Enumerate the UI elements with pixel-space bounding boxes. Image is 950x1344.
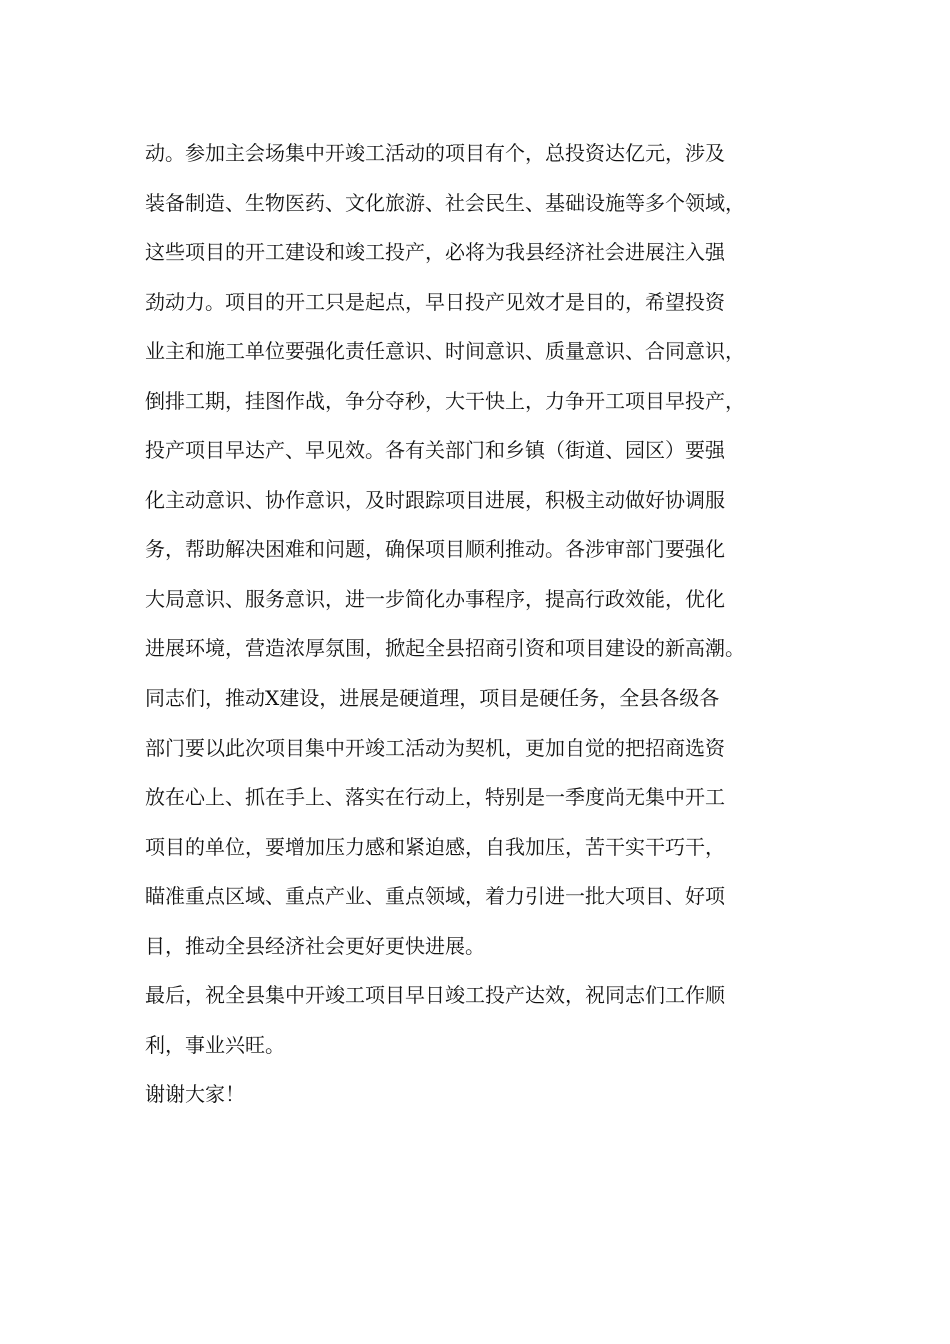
closing-line bbox=[145, 1070, 835, 1120]
text-line: 业主和施工单位要强化责任意识、时间意识、质量意识、合同意识， bbox=[145, 339, 745, 363]
text-line: 利，事业兴旺。 bbox=[145, 1032, 285, 1057]
text-line: 投产项目早达产、早见效。各有关部门和乡镇（街道、园区）要强 bbox=[145, 438, 725, 462]
text-line: 瞄准重点区域、重点产业、重点领域，着力引进一批大项目、好项 bbox=[145, 884, 725, 908]
text-line: 化主动意识、协作意识，及时跟踪项目进展，积极主动做好协调服 bbox=[145, 487, 725, 512]
paragraph-2 bbox=[145, 674, 835, 971]
text-line: 务，帮助解决困难和问题，确保项目顺利推动。各涉审部门要强化 bbox=[145, 537, 725, 561]
text-line: 放在心上、抓在手上、落实在行动上，特别是一季度尚无集中开工 bbox=[145, 785, 725, 809]
text-line: 大局意识、服务意识，进一步简化办事程序，提高行政效能，优化 bbox=[145, 586, 725, 611]
text-line: 项目的单位，要增加压力感和紧迫感，自我加压，苦干实干巧干， bbox=[145, 834, 725, 859]
text-line: 劲动力。项目的开工只是起点，早日投产见效才是目的，希望投资 bbox=[145, 289, 725, 314]
text-line: 装备制造、生物医药、文化旅游、社会民生、基础设施等多个领域， bbox=[145, 190, 745, 215]
paragraph-3 bbox=[145, 971, 835, 1070]
text-line: 同志们，推动X建设，进展是硬道理，项目是硬任务，全县各级各 bbox=[145, 686, 720, 710]
text-line: 目，推动全县经济社会更好更快进展。 bbox=[145, 933, 485, 958]
text-line: 进展环境，营造浓厚氛围，掀起全县招商引资和项目建设的新高潮。 bbox=[145, 636, 745, 660]
text-line: 倒排工期，挂图作战，争分夺秒，大干快上，力争开工项目早投产， bbox=[145, 388, 745, 413]
text-line: 部门要以此次项目集中开竣工活动为契机，更加自觉的把招商选资 bbox=[145, 735, 725, 760]
paragraph-1 bbox=[145, 129, 835, 674]
text-line: 动。参加主会场集中开竣工活动的项目有个，总投资达亿元，涉及 bbox=[145, 141, 725, 165]
text-line: 谢谢大家！ bbox=[145, 1082, 245, 1106]
text-line: 最后，祝全县集中开竣工项目早日竣工投产达效，祝同志们工作顺 bbox=[145, 983, 725, 1007]
text-line: 这些项目的开工建设和竣工投产，必将为我县经济社会进展注入强 bbox=[145, 240, 725, 264]
